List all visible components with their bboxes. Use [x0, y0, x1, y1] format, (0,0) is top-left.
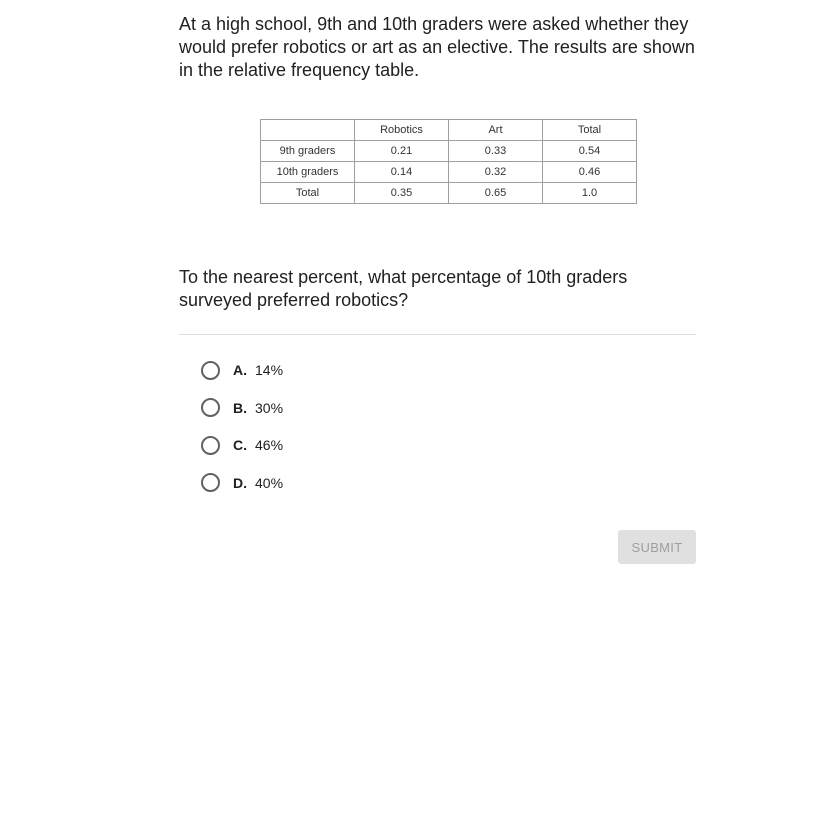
- table-cell: 1.0: [543, 183, 637, 204]
- table-cell: 0.65: [449, 183, 543, 204]
- table-row: [261, 162, 637, 183]
- answer-choice-b[interactable]: [201, 394, 283, 422]
- table-row-header: 9th graders: [261, 141, 355, 162]
- table-cell: 0.54: [543, 141, 637, 162]
- table-cell: 0.21: [355, 141, 449, 162]
- table-cell: 0.46: [543, 162, 637, 183]
- table-row-header: 10th graders: [261, 162, 355, 183]
- submit-button[interactable]: SUBMIT: [618, 530, 696, 564]
- table-header-cell: Robotics: [355, 120, 449, 141]
- choice-text: 40%: [255, 474, 284, 491]
- choice-text: 46%: [255, 437, 284, 453]
- question-text: To the nearest percent, what percentage of 10th graders surveyed preferred robotics?: [179, 267, 628, 310]
- answer-choice-a[interactable]: [201, 356, 283, 384]
- answer-choices: [201, 356, 283, 506]
- choice-text: 14%: [255, 362, 284, 378]
- table-row: [261, 141, 637, 162]
- table-cell: 0.35: [355, 183, 449, 204]
- table-cell: 0.32: [449, 162, 543, 183]
- answer-choice-d[interactable]: [201, 469, 283, 497]
- divider: [179, 334, 696, 335]
- relative-frequency-table: [260, 119, 637, 204]
- table-header-row: [261, 120, 637, 141]
- table-row-header: Total: [261, 183, 355, 204]
- question-intro: At a high school, 9th and 10th graders were asked whether they would prefer robotics or art as an elective. The results are shown in the relative frequency table.: [179, 14, 695, 80]
- choice-text: 30%: [255, 399, 284, 416]
- choice-letter: A.: [233, 362, 247, 378]
- radio-button-icon[interactable]: [201, 436, 220, 455]
- radio-button-icon[interactable]: [201, 473, 220, 492]
- choice-letter: C.: [233, 437, 247, 453]
- answer-choice-c[interactable]: [201, 431, 283, 459]
- table-cell: 0.33: [449, 141, 543, 162]
- radio-button-icon[interactable]: [201, 398, 220, 417]
- choice-letter: D.: [233, 474, 247, 491]
- table-cell: 0.14: [355, 162, 449, 183]
- table-header-cell: Art: [449, 120, 543, 141]
- table-header-cell: Total: [543, 120, 637, 141]
- table-header-cell: [261, 120, 355, 141]
- table-row: [261, 183, 637, 204]
- radio-button-icon[interactable]: [201, 361, 220, 380]
- choice-letter: B.: [233, 399, 247, 416]
